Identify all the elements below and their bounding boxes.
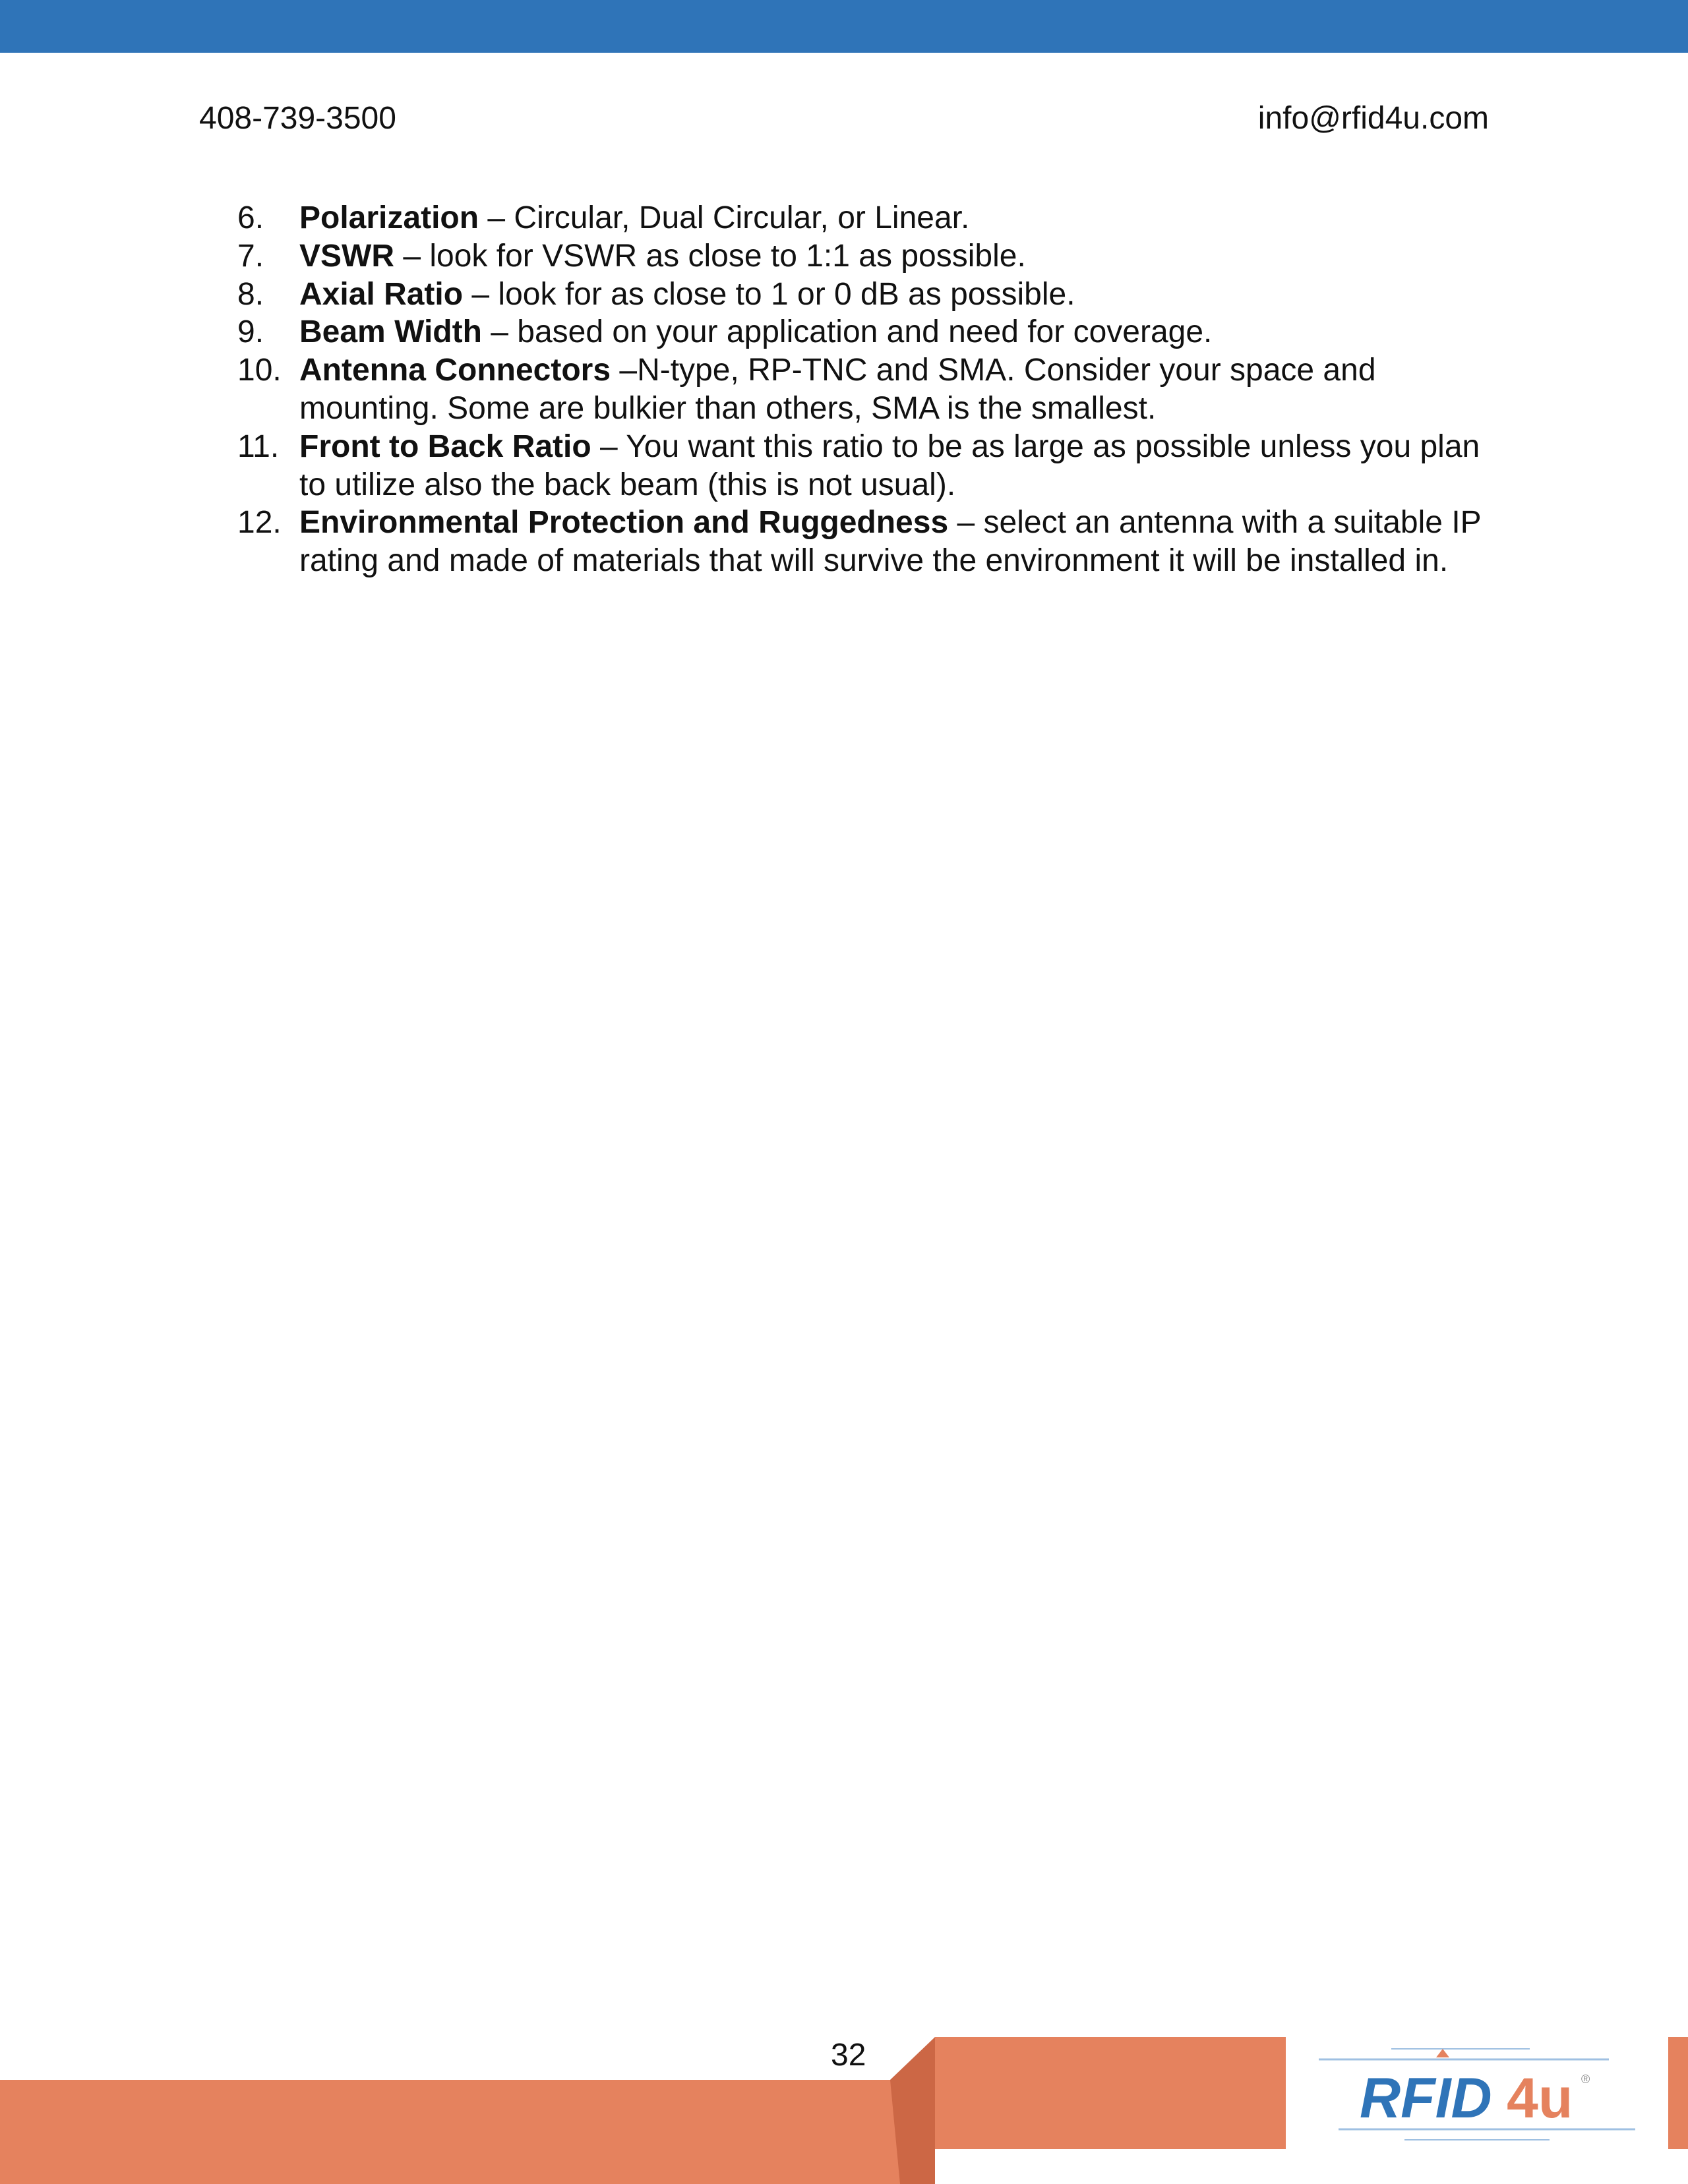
list-item-term: Polarization (299, 200, 479, 235)
list-item (237, 313, 1490, 351)
logo-text-accent: 4u (1507, 2067, 1573, 2130)
list-item-text: –N-type, RP-TNC and SMA. Consider your space and mounting. Some are bulkier than others, SMA is the smallest. (299, 353, 1376, 426)
list-item-number: 8. (237, 276, 264, 312)
header-phone-number: 408-739-3500 (199, 101, 396, 136)
list-item-term: Front to Back Ratio (299, 428, 591, 464)
page-number: 32 (831, 2038, 866, 2073)
footer-band-right (1668, 2037, 1688, 2149)
list-item-number: 7. (237, 238, 264, 274)
list-item (237, 428, 1490, 504)
list-item-number: 12. (237, 505, 282, 541)
list-item-term: Beam Width (299, 314, 482, 350)
list-item-text: – Circular, Dual Circular, or Linear. (479, 200, 970, 235)
list-item-number: 10. (237, 353, 282, 388)
list-item (237, 237, 1490, 276)
logo-registered-mark: ® (1581, 2073, 1590, 2086)
header-email-address: info@rfid4u.com (1257, 101, 1489, 136)
list-item-text: – look for as close to 1 or 0 dB as possible. (463, 276, 1075, 312)
list-item-number: 9. (237, 314, 264, 350)
logo-text-main: RFID (1360, 2067, 1492, 2130)
list-item (237, 351, 1490, 428)
list-item-text: – select an antenna with a suitable IP rating and made of materials that will survive the environment it will be installed in. (299, 505, 1481, 579)
list-item-text: – You want this ratio to be as large as possible unless you plan to utilize also the back beam (this is not usual). (299, 428, 1480, 502)
footer-band-middle (935, 2037, 1286, 2149)
list-item-term: Antenna Connectors (299, 353, 611, 388)
list-item-text: – look for VSWR as close to 1:1 as possible. (394, 238, 1026, 274)
top-header-bar (0, 0, 1688, 53)
antenna-criteria-list (237, 199, 1490, 580)
footer-band-left (0, 2080, 935, 2184)
list-item-term: Environmental Protection and Ruggedness (299, 505, 949, 541)
list-item (237, 199, 1490, 237)
list-item-text: – based on your application and need for coverage. (481, 314, 1213, 350)
list-item-number: 6. (237, 200, 264, 235)
rfid4u-logo (1312, 2044, 1642, 2149)
list-item-term: VSWR (299, 238, 394, 274)
list-item (237, 276, 1490, 314)
list-item-number: 11. (237, 428, 280, 464)
list-item (237, 504, 1490, 580)
list-item-term: Axial Ratio (299, 276, 464, 312)
footer-band-fold (890, 2037, 935, 2184)
